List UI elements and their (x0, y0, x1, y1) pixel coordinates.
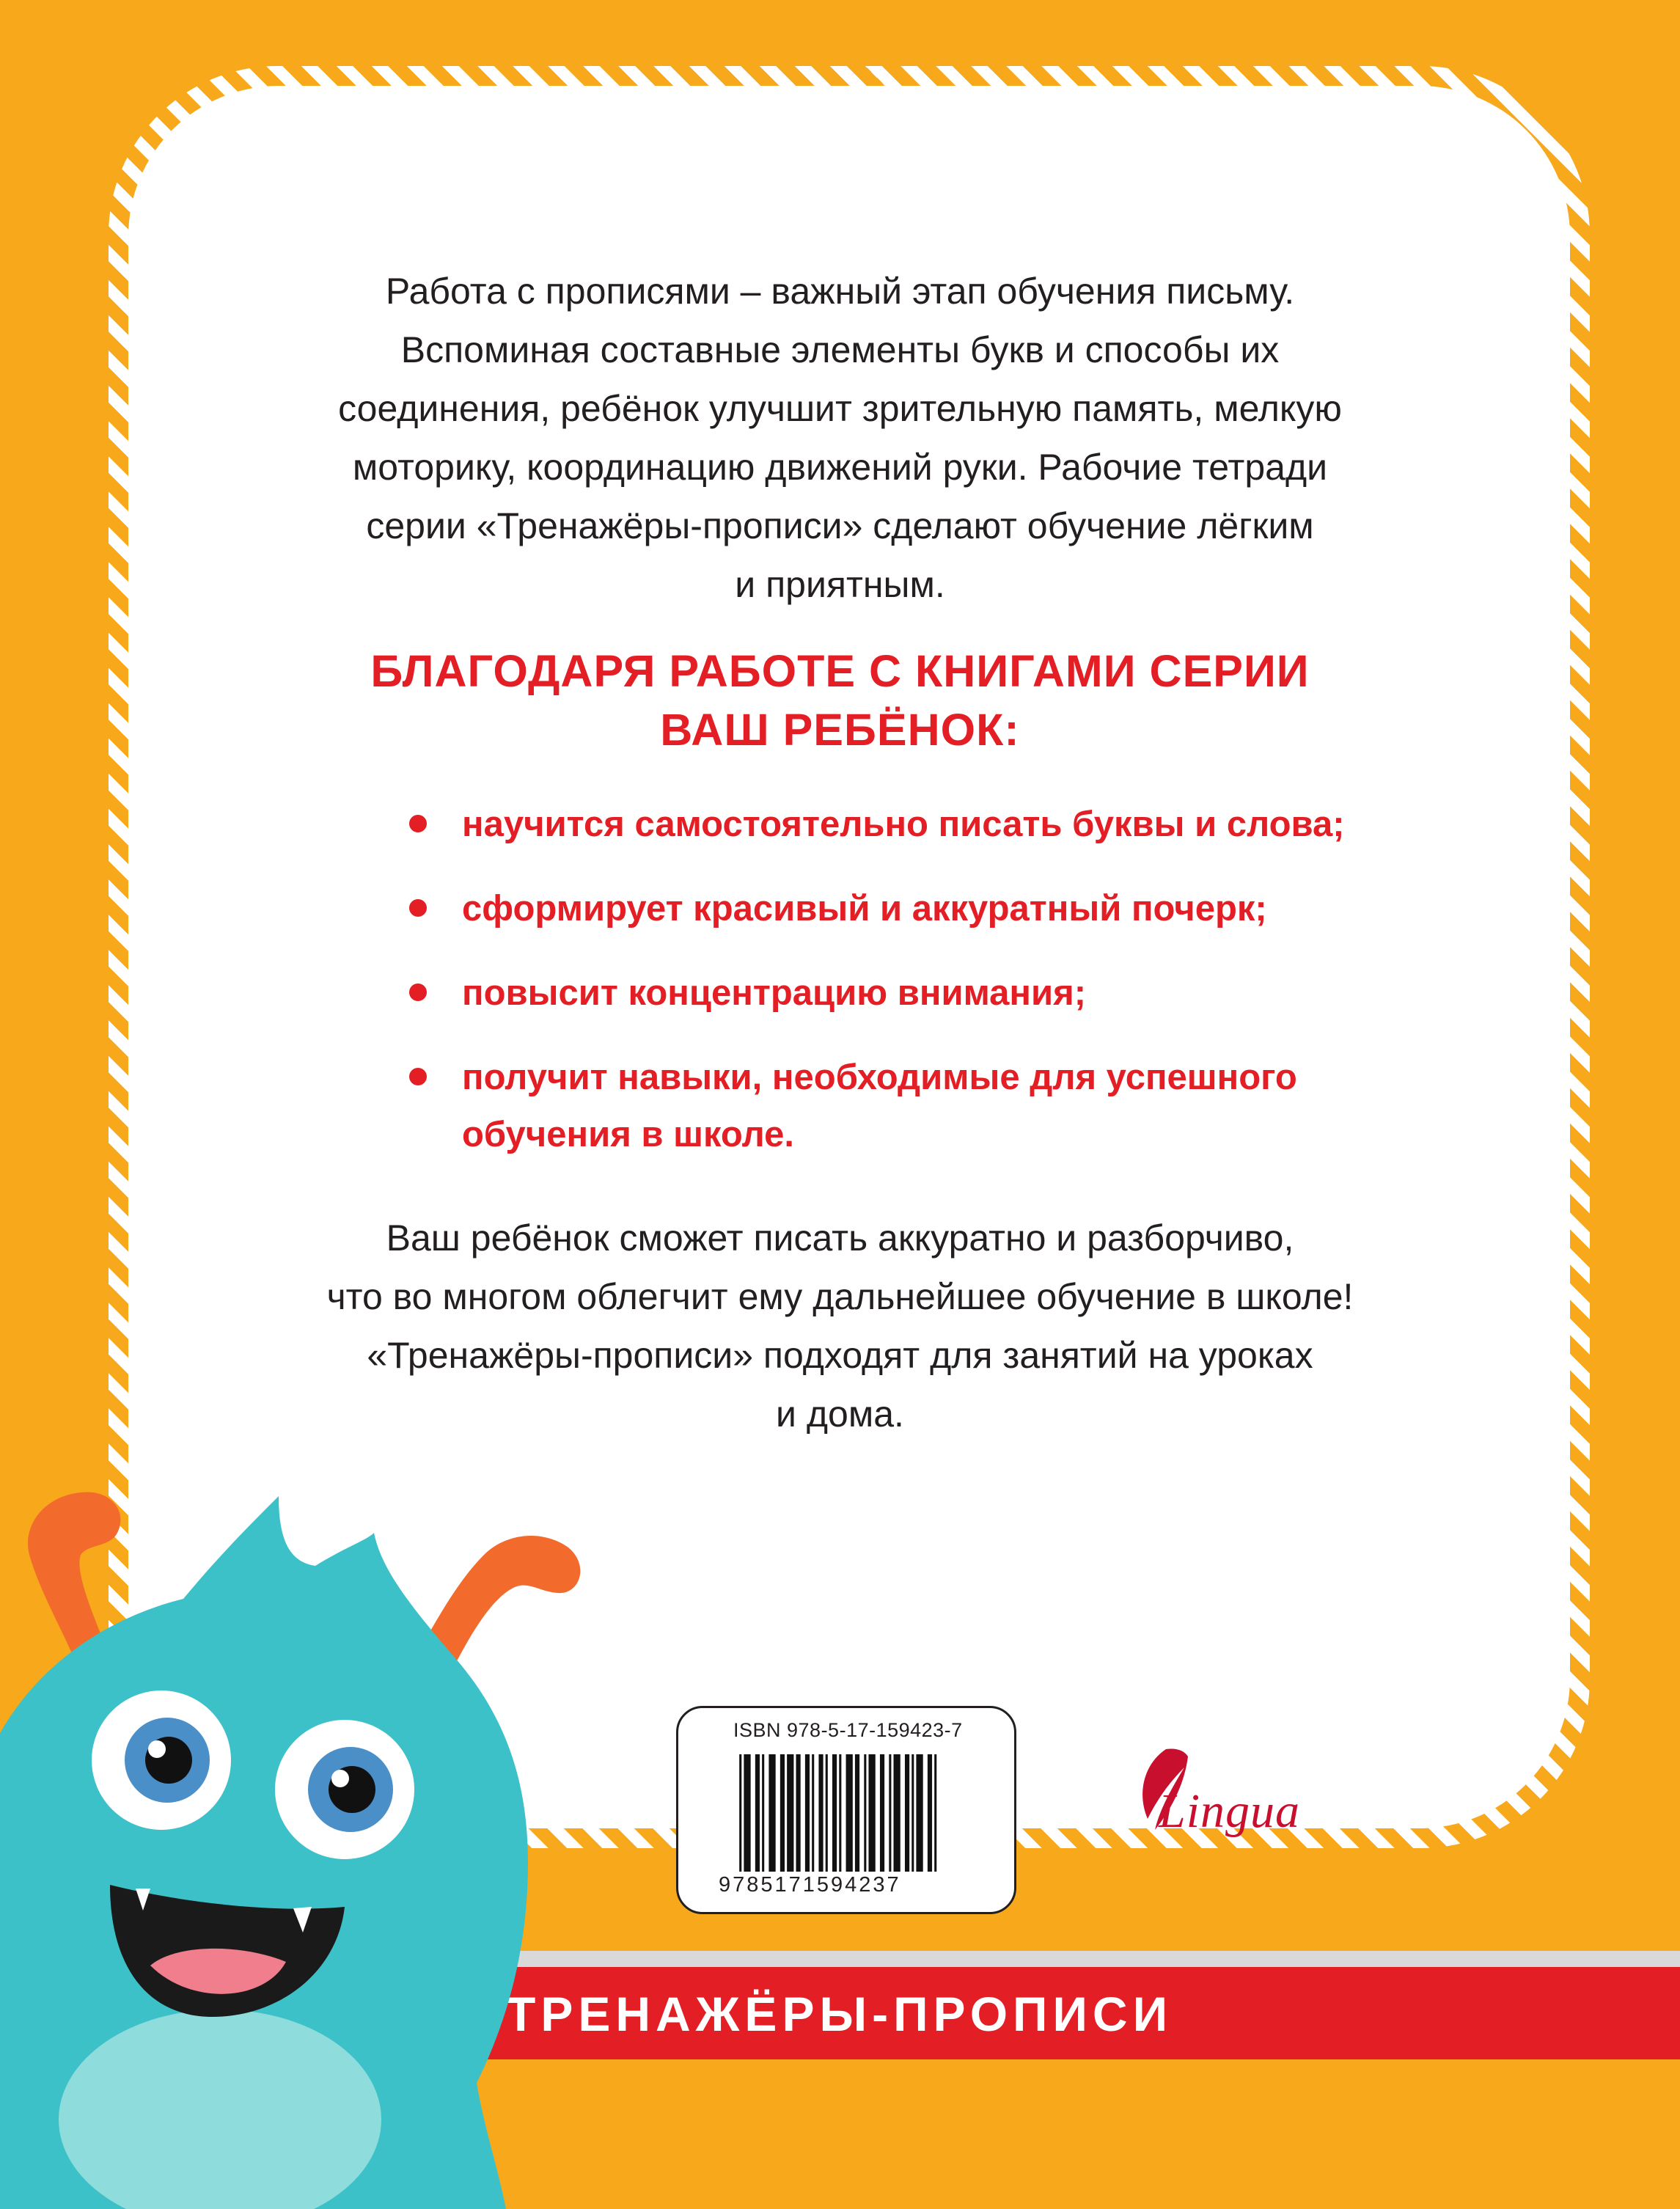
intro-line: Работа с прописями – важный этап обучения письму. (385, 271, 1295, 312)
bullet-icon (409, 899, 427, 917)
benefits-heading (0, 642, 1680, 759)
intro-paragraph (0, 262, 1680, 614)
series-title: ТРЕНАЖЁРЫ-ПРОПИСИ (506, 1987, 1173, 2041)
barcode-digits: 9785171594237 (719, 1873, 901, 1897)
list-item-text: получит навыки, необходимые для успешного (462, 1058, 1297, 1097)
isbn-label: ISBN 978-5-17-159423-7 (733, 1719, 963, 1741)
list-item-text: сформирует красивый и аккуратный почерк; (462, 889, 1267, 928)
benefits-list (403, 796, 1430, 1190)
outro-line: что во многом облегчит ему дальнейшее обучение в школе! (326, 1276, 1354, 1317)
list-item-text: обучения в школе. (462, 1115, 794, 1154)
intro-line: серии «Тренажёры-прописи» сделают обучение лёгким (366, 505, 1314, 546)
outro-paragraph (0, 1209, 1680, 1443)
intro-line: соединения, ребёнок улучшит зрительную память, мелкую (338, 388, 1342, 429)
list-item-text: повысит концентрацию внимания; (462, 973, 1087, 1013)
heading-line: ВАШ РЕБЁНОК: (660, 705, 1020, 755)
heading-line: БЛАГОДАРЯ РАБОТЕ С КНИГАМИ СЕРИИ (370, 646, 1310, 696)
intro-line: и приятным. (735, 564, 945, 605)
bullet-icon (409, 983, 427, 1001)
bullet-icon (409, 1068, 427, 1085)
list-item (403, 880, 1430, 937)
list-item-text: научится самостоятельно писать буквы и слова; (462, 805, 1345, 844)
monster-illustration-icon (0, 1437, 601, 2209)
publisher-logo-text: Lingua (1159, 1784, 1301, 1838)
outro-line: «Тренажёры-прописи» подходят для занятий на уроках (367, 1335, 1313, 1376)
bullet-icon (409, 815, 427, 832)
list-item (403, 964, 1430, 1022)
intro-line: моторику, координацию движений руки. Рабочие тетради (352, 447, 1328, 488)
intro-line: Вспоминая составные элементы букв и способы их (400, 329, 1280, 370)
list-item (403, 1049, 1430, 1163)
outro-line: Ваш ребёнок сможет писать аккуратно и разборчиво, (386, 1217, 1294, 1259)
list-item (403, 796, 1430, 853)
barcode-icon (735, 1754, 955, 1872)
outro-line: и дома. (776, 1393, 904, 1435)
